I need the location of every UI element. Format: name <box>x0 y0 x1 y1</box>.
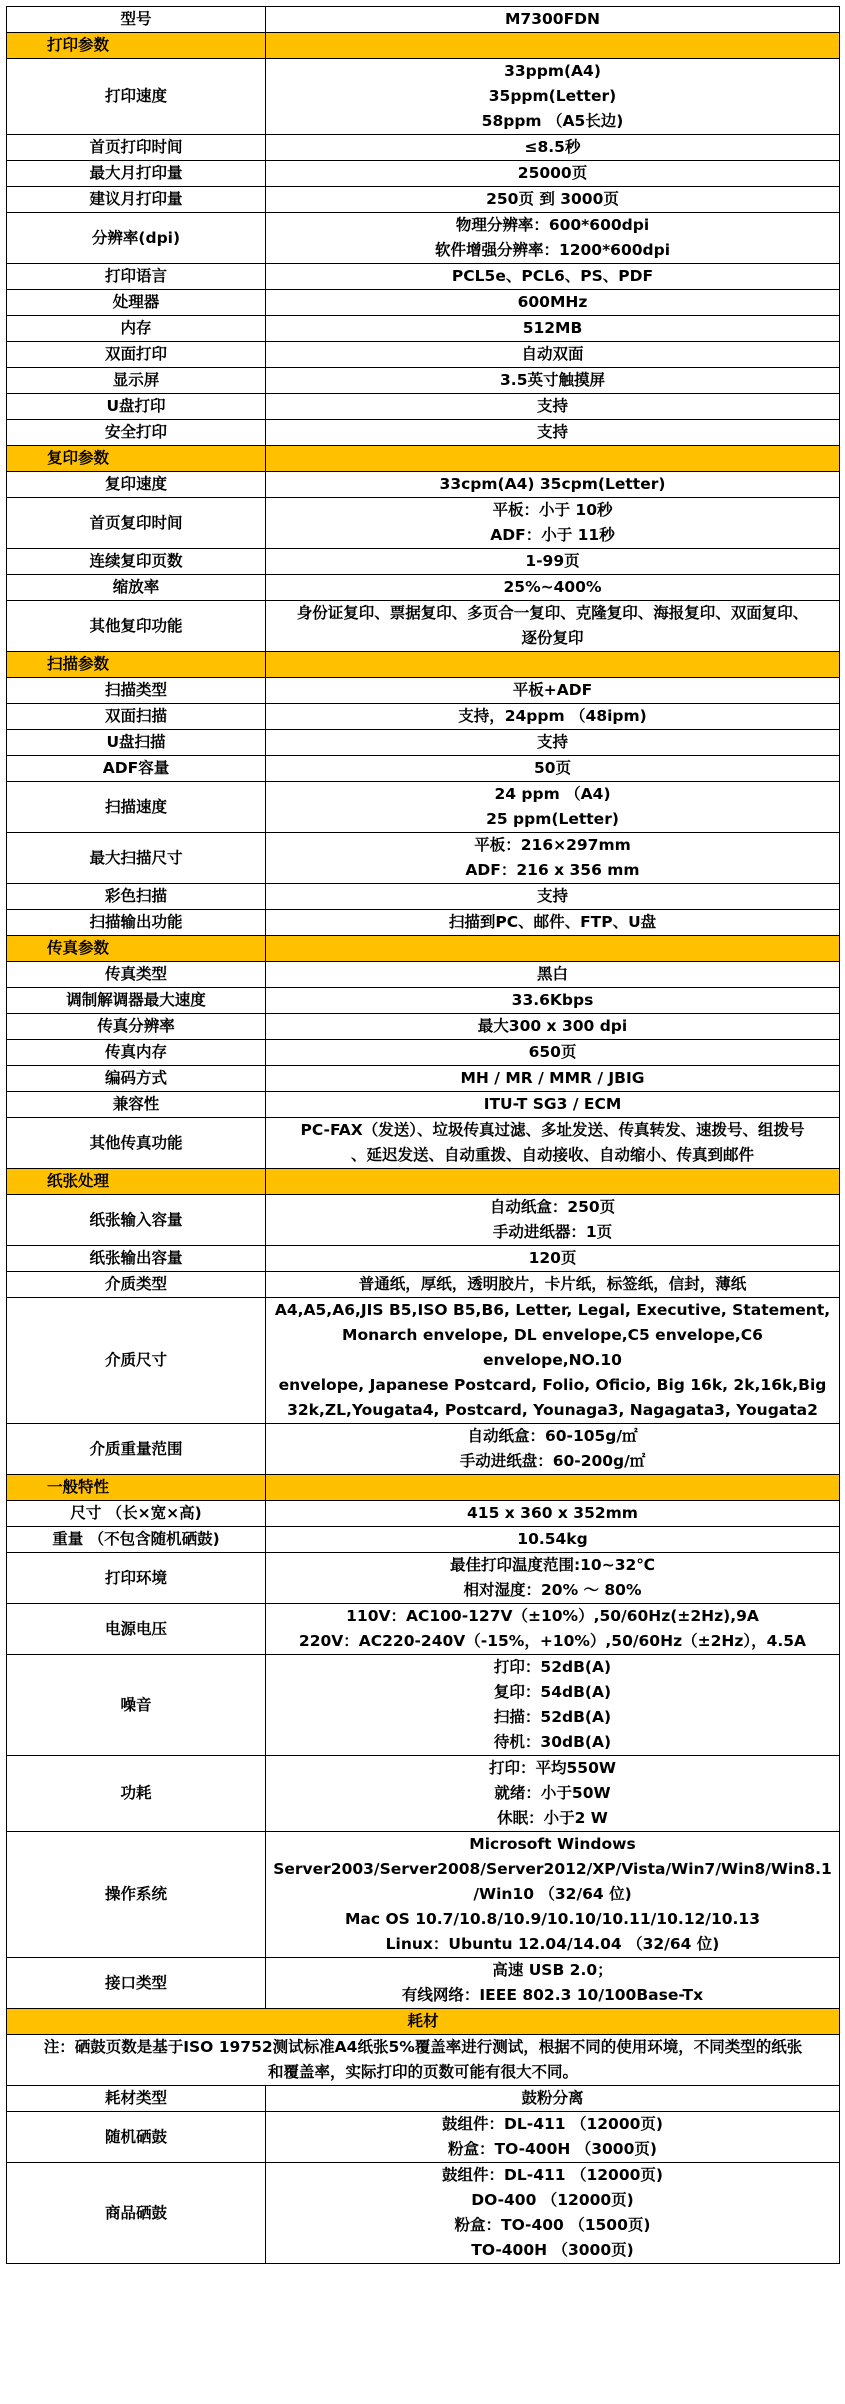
spec-value: 250页 到 3000页 <box>266 187 840 213</box>
spec-row <box>7 187 840 213</box>
spec-row <box>7 678 840 704</box>
spec-label: 功耗 <box>7 1756 266 1832</box>
spec-row <box>7 910 840 936</box>
section-header-row <box>7 446 840 472</box>
section-title: 一般特性 <box>7 1475 266 1501</box>
spec-value: 支持 <box>266 730 840 756</box>
spec-row <box>7 601 840 652</box>
spec-row <box>7 575 840 601</box>
spec-value: 黑白 <box>266 962 840 988</box>
consumable-label: 随机硒鼓 <box>7 2112 266 2163</box>
spec-label: 连续复印页数 <box>7 549 266 575</box>
spec-value: 25000页 <box>266 161 840 187</box>
spec-value: A4,A5,A6,JIS B5,ISO B5,B6, Letter, Legal, Executive, Statement, Monarch envelope, DL envelope,C5 envelope,C6 envelope,NO.10 envelope, Japanese Postcard, Folio, Oficio, Big 16k, 2k,16k,Big 32k,ZL,Yougata4, Postcard, Younaga3, Nagagata3, Yougata2 <box>266 1298 840 1424</box>
spec-label: 其他复印功能 <box>7 601 266 652</box>
spec-label: 传真内存 <box>7 1040 266 1066</box>
section-filler <box>266 446 840 472</box>
spec-label: U盘打印 <box>7 394 266 420</box>
spec-value: 50页 <box>266 756 840 782</box>
section-filler <box>266 652 840 678</box>
spec-value: 512MB <box>266 316 840 342</box>
spec-label: 最大扫描尺寸 <box>7 833 266 884</box>
spec-value: 普通纸，厚纸，透明胶片，卡片纸，标签纸，信封，薄纸 <box>266 1272 840 1298</box>
spec-label: 扫描输出功能 <box>7 910 266 936</box>
spec-value: 支持 <box>266 394 840 420</box>
section-title: 传真参数 <box>7 936 266 962</box>
spec-label: 复印速度 <box>7 472 266 498</box>
spec-label: 处理器 <box>7 290 266 316</box>
spec-value: 支持，24ppm （48ipm) <box>266 704 840 730</box>
spec-value: 支持 <box>266 420 840 446</box>
spec-value: 1-99页 <box>266 549 840 575</box>
spec-row <box>7 1014 840 1040</box>
spec-label: 兼容性 <box>7 1092 266 1118</box>
spec-value: 打印：平均550W 就绪：小于50W 休眠：小于2 W <box>266 1756 840 1832</box>
spec-label: 显示屏 <box>7 368 266 394</box>
spec-value: 600MHz <box>266 290 840 316</box>
spec-row <box>7 756 840 782</box>
spec-row <box>7 1118 840 1169</box>
spec-value: 自动纸盒：250页 手动进纸器：1页 <box>266 1195 840 1246</box>
consumable-value: 鼓粉分离 <box>266 2086 840 2112</box>
spec-value: PC-FAX（发送）、垃圾传真过滤、多址发送、传真转发、速拨号、组拨号 、延迟发送、自动重拨、自动接收、自动缩小、传真到邮件 <box>266 1118 840 1169</box>
spec-row <box>7 988 840 1014</box>
spec-label: 接口类型 <box>7 1958 266 2009</box>
spec-label: 介质重量范围 <box>7 1424 266 1475</box>
section-header-row <box>7 652 840 678</box>
spec-label: 其他传真功能 <box>7 1118 266 1169</box>
spec-label: 首页打印时间 <box>7 135 266 161</box>
spec-value: 10.54kg <box>266 1527 840 1553</box>
spec-label: 分辨率(dpi) <box>7 213 266 264</box>
spec-row <box>7 884 840 910</box>
section-header-row <box>7 33 840 59</box>
spec-label: 传真分辨率 <box>7 1014 266 1040</box>
spec-label: 编码方式 <box>7 1066 266 1092</box>
spec-label: 操作系统 <box>7 1832 266 1958</box>
spec-row <box>7 1272 840 1298</box>
spec-value: 33.6Kbps <box>266 988 840 1014</box>
spec-row <box>7 1655 840 1756</box>
spec-label: U盘扫描 <box>7 730 266 756</box>
spec-value: ITU-T SG3 / ECM <box>266 1092 840 1118</box>
spec-value: 平板：小于 10秒 ADF：小于 11秒 <box>266 498 840 549</box>
spec-table <box>6 6 840 2264</box>
spec-value: 24 ppm （A4) 25 ppm(Letter) <box>266 782 840 833</box>
spec-label: 尺寸 （长×宽×高) <box>7 1501 266 1527</box>
spec-row <box>7 368 840 394</box>
spec-value: 120页 <box>266 1246 840 1272</box>
section-header-row <box>7 1169 840 1195</box>
spec-value: 支持 <box>266 884 840 910</box>
spec-row <box>7 1527 840 1553</box>
spec-value: 物理分辨率：600*600dpi 软件增强分辨率：1200*600dpi <box>266 213 840 264</box>
spec-row <box>7 1066 840 1092</box>
spec-label: 噪音 <box>7 1655 266 1756</box>
spec-label: 打印环境 <box>7 1553 266 1604</box>
spec-row <box>7 1756 840 1832</box>
spec-row <box>7 1832 840 1958</box>
spec-value: 415 x 360 x 352mm <box>266 1501 840 1527</box>
spec-row <box>7 962 840 988</box>
spec-value: 高速 USB 2.0； 有线网络：IEEE 802.3 10/100Base-Tx <box>266 1958 840 2009</box>
spec-row <box>7 420 840 446</box>
spec-label: 双面扫描 <box>7 704 266 730</box>
spec-label: ADF容量 <box>7 756 266 782</box>
spec-row <box>7 1958 840 2009</box>
spec-label: 传真类型 <box>7 962 266 988</box>
spec-value: 650页 <box>266 1040 840 1066</box>
section-title: 纸张处理 <box>7 1169 266 1195</box>
spec-row <box>7 264 840 290</box>
spec-label: 安全打印 <box>7 420 266 446</box>
spec-row <box>7 498 840 549</box>
spec-value: 扫描到PC、邮件、FTP、U盘 <box>266 910 840 936</box>
consumable-label: 耗材类型 <box>7 2086 266 2112</box>
spec-value: 平板+ADF <box>266 678 840 704</box>
spec-row <box>7 730 840 756</box>
section-header-row <box>7 1475 840 1501</box>
spec-row <box>7 394 840 420</box>
spec-row <box>7 1501 840 1527</box>
model-row <box>7 7 840 33</box>
spec-row <box>7 1424 840 1475</box>
spec-row <box>7 782 840 833</box>
spec-label: 扫描速度 <box>7 782 266 833</box>
spec-row <box>7 549 840 575</box>
spec-row <box>7 833 840 884</box>
consumable-row <box>7 2086 840 2112</box>
consumables-note: 注：硒鼓页数是基于ISO 19752测试标准A4纸张5%覆盖率进行测试，根据不同的使用环境，不同类型的纸张 和覆盖率，实际打印的页数可能有很大不同。 <box>7 2035 840 2086</box>
consumable-value: 鼓组件：DL-411 （12000页) 粉盒：TO-400H （3000页) <box>266 2112 840 2163</box>
consumable-value: 鼓组件：DL-411 （12000页) DO-400 （12000页) 粉盒：TO-400 （1500页) TO-400H （3000页) <box>266 2163 840 2264</box>
consumable-row <box>7 2163 840 2264</box>
spec-value: 最佳打印温度范围:10~32℃ 相对湿度：20% ～ 80% <box>266 1553 840 1604</box>
spec-label: 纸张输入容量 <box>7 1195 266 1246</box>
spec-label: 最大月打印量 <box>7 161 266 187</box>
consumable-row <box>7 2112 840 2163</box>
section-title: 扫描参数 <box>7 652 266 678</box>
spec-value: 平板：216×297mm ADF：216 x 356 mm <box>266 833 840 884</box>
spec-value: 33cpm(A4) 35cpm(Letter) <box>266 472 840 498</box>
spec-value: Microsoft Windows Server2003/Server2008/Server2012/XP/Vista/Win7/Win8/Win8.1 /Win10 （32/64 位) Mac OS 10.7/10.8/10.9/10.10/10.11/10.12/10.13 Linux：Ubuntu 12.04/14.04 （32/64 位) <box>266 1832 840 1958</box>
spec-row <box>7 213 840 264</box>
spec-label: 介质类型 <box>7 1272 266 1298</box>
section-filler <box>266 33 840 59</box>
spec-value: 自动纸盒：60-105g/㎡ 手动进纸盘：60-200g/㎡ <box>266 1424 840 1475</box>
spec-value: 33ppm(A4) 35ppm(Letter) 58ppm （A5长边) <box>266 59 840 135</box>
spec-value: 3.5英寸触摸屏 <box>266 368 840 394</box>
spec-label: 扫描类型 <box>7 678 266 704</box>
section-filler <box>266 936 840 962</box>
spec-row <box>7 1040 840 1066</box>
spec-row <box>7 59 840 135</box>
consumable-label: 商品硒鼓 <box>7 2163 266 2264</box>
spec-label: 打印速度 <box>7 59 266 135</box>
model-value: M7300FDN <box>266 7 840 33</box>
spec-value: 自动双面 <box>266 342 840 368</box>
consumables-note-row <box>7 2035 840 2086</box>
spec-row <box>7 704 840 730</box>
spec-value: MH / MR / MMR / JBIG <box>266 1066 840 1092</box>
spec-label: 调制解调器最大速度 <box>7 988 266 1014</box>
consumables-header-row <box>7 2009 840 2035</box>
spec-value: 打印：52dB(A) 复印：54dB(A) 扫描：52dB(A) 待机：30dB(A) <box>266 1655 840 1756</box>
spec-row <box>7 342 840 368</box>
spec-row <box>7 290 840 316</box>
consumables-title: 耗材 <box>7 2009 840 2035</box>
spec-row <box>7 135 840 161</box>
spec-row <box>7 1195 840 1246</box>
section-filler <box>266 1169 840 1195</box>
spec-label: 缩放率 <box>7 575 266 601</box>
spec-value: ≤8.5秒 <box>266 135 840 161</box>
spec-label: 电源电压 <box>7 1604 266 1655</box>
spec-label: 内存 <box>7 316 266 342</box>
spec-label: 打印语言 <box>7 264 266 290</box>
spec-label: 纸张输出容量 <box>7 1246 266 1272</box>
spec-label: 重量 （不包含随机硒鼓) <box>7 1527 266 1553</box>
spec-row <box>7 1604 840 1655</box>
spec-label: 介质尺寸 <box>7 1298 266 1424</box>
spec-label: 彩色扫描 <box>7 884 266 910</box>
spec-value: 25%~400% <box>266 575 840 601</box>
spec-label: 建议月打印量 <box>7 187 266 213</box>
section-filler <box>266 1475 840 1501</box>
spec-row <box>7 1298 840 1424</box>
spec-table-body <box>7 7 840 2264</box>
spec-value: 110V：AC100-127V（±10%）,50/60Hz(±2Hz),9A 220V：AC220-240V（-15%，+10%）,50/60Hz（±2Hz），4.5A <box>266 1604 840 1655</box>
spec-row <box>7 1092 840 1118</box>
section-header-row <box>7 936 840 962</box>
spec-row <box>7 472 840 498</box>
spec-label: 首页复印时间 <box>7 498 266 549</box>
spec-value: PCL5e、PCL6、PS、PDF <box>266 264 840 290</box>
section-title: 打印参数 <box>7 33 266 59</box>
spec-value: 最大300 x 300 dpi <box>266 1014 840 1040</box>
spec-value: 身份证复印、票据复印、多页合一复印、克隆复印、海报复印、双面复印、 逐份复印 <box>266 601 840 652</box>
model-label: 型号 <box>7 7 266 33</box>
spec-row <box>7 161 840 187</box>
spec-row <box>7 316 840 342</box>
spec-label: 双面打印 <box>7 342 266 368</box>
section-title: 复印参数 <box>7 446 266 472</box>
spec-row <box>7 1246 840 1272</box>
spec-row <box>7 1553 840 1604</box>
